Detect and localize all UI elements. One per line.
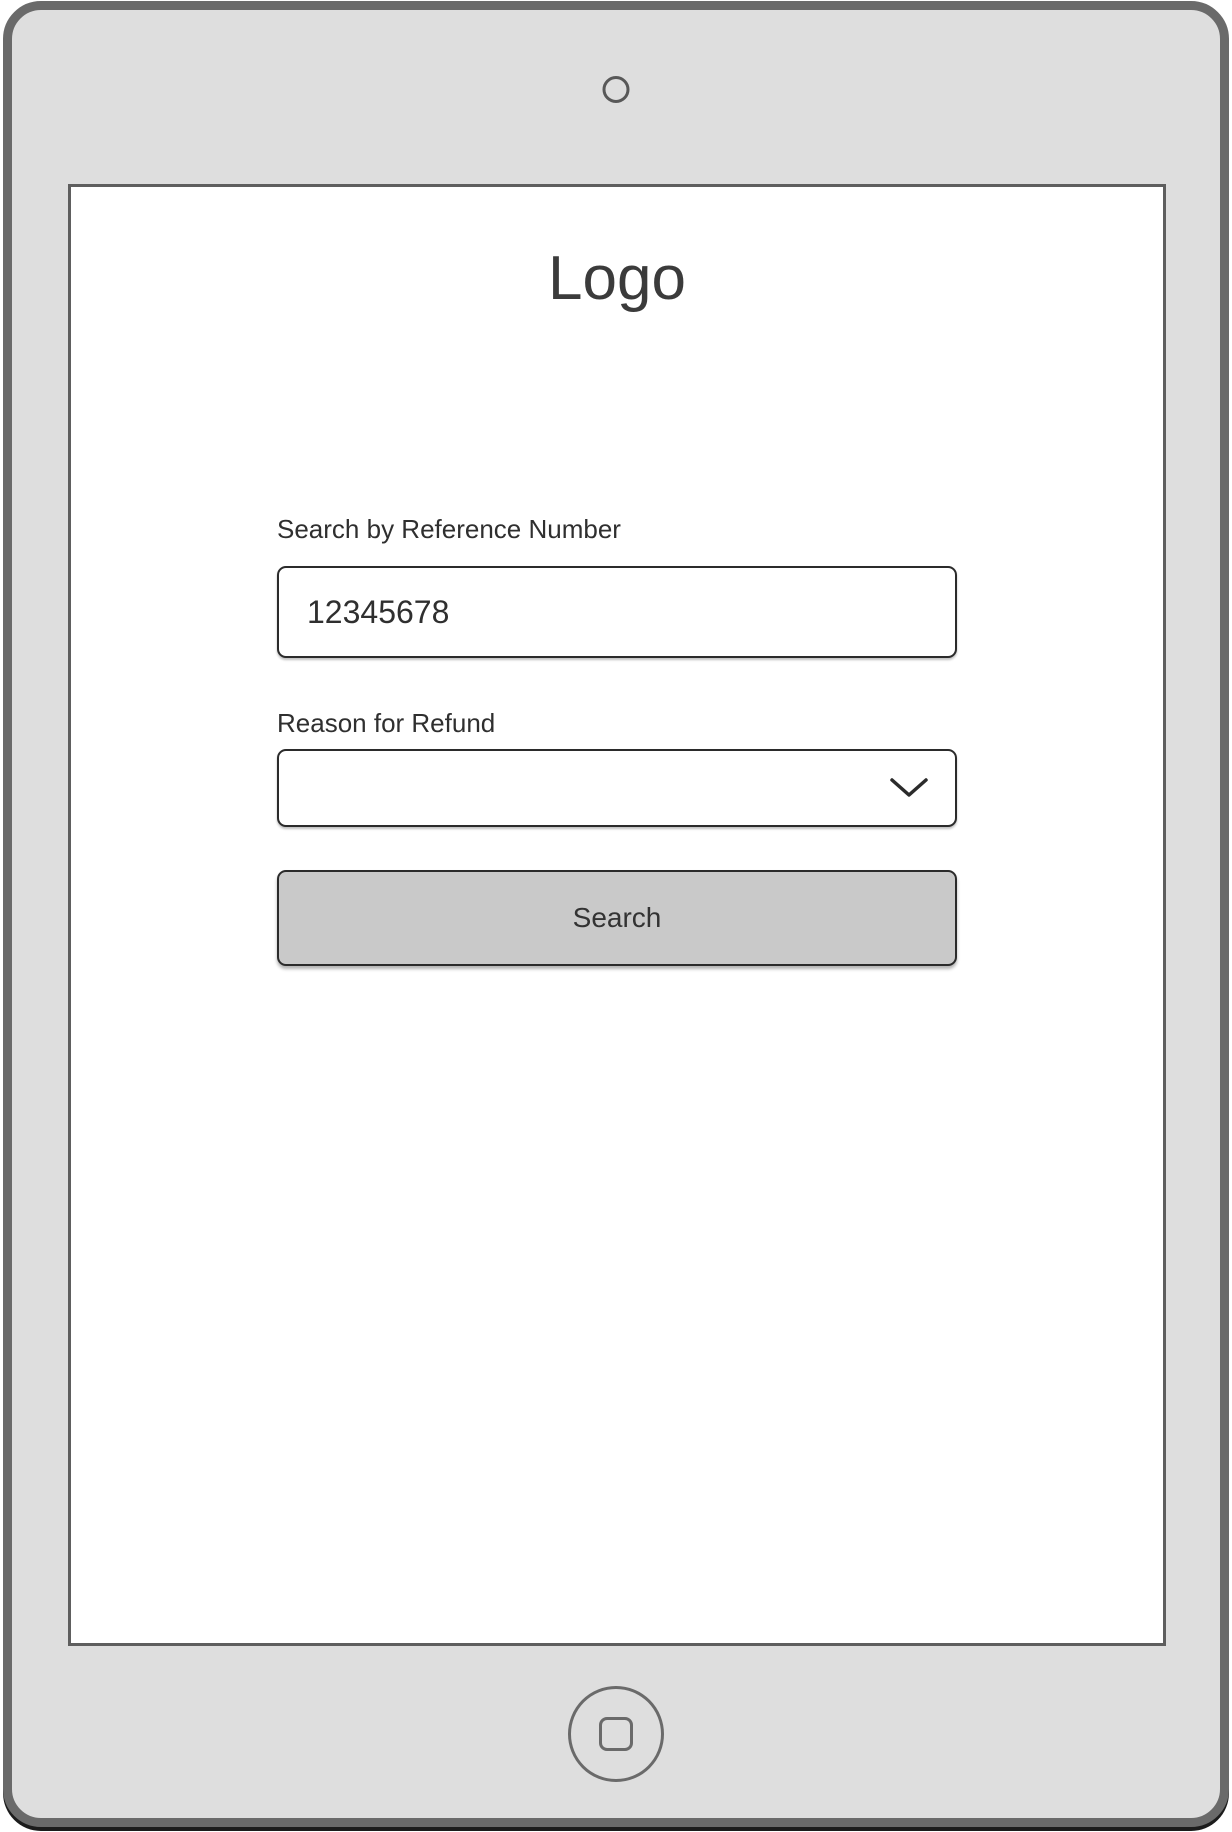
reference-number-input[interactable]	[277, 566, 957, 658]
device-screen	[68, 184, 1166, 1646]
search-button[interactable]: Search	[277, 870, 957, 966]
app-logo: Logo	[548, 244, 686, 313]
refund-search-form	[277, 514, 957, 966]
home-button	[568, 1686, 664, 1782]
reference-number-label: Search by Reference Number	[277, 514, 621, 545]
chevron-down-icon	[889, 777, 929, 799]
reason-for-refund-select[interactable]	[277, 749, 957, 827]
reason-for-refund-label: Reason for Refund	[277, 708, 496, 739]
front-camera-icon	[603, 76, 630, 103]
home-button-square	[599, 1717, 633, 1751]
